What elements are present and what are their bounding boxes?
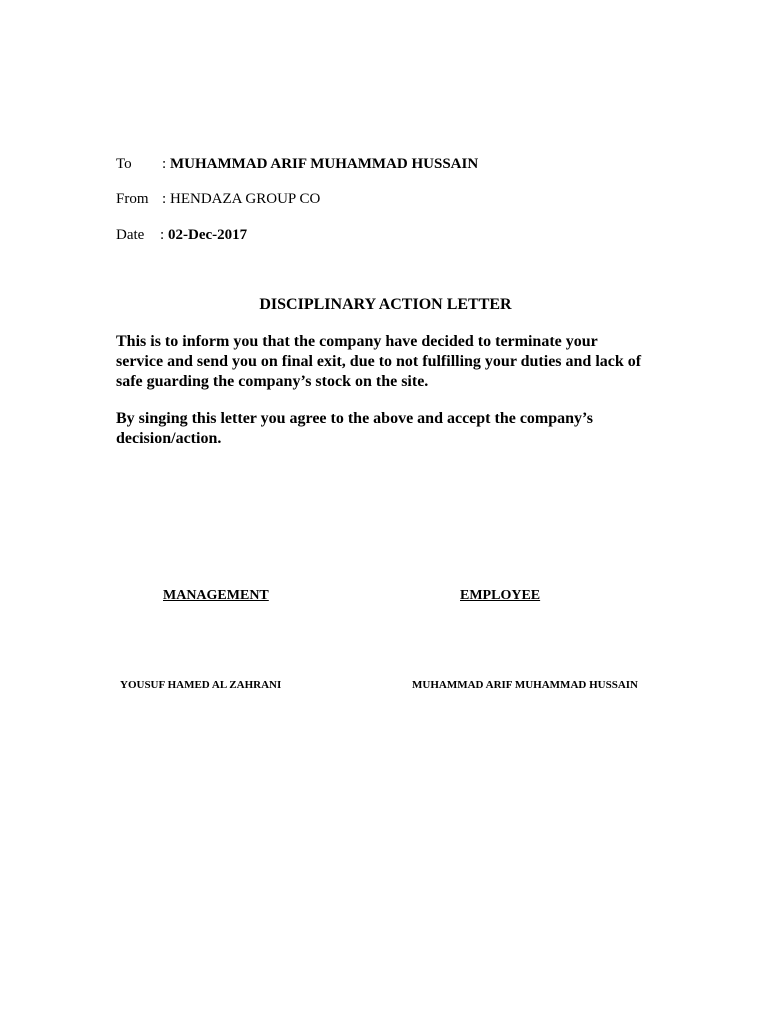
letter-paragraph: By singing this letter you agree to the above and accept the company’s decision/action. [116,410,594,447]
employee-signatory-name: MUHAMMAD ARIF MUHAMMAD HUSSAIN [412,679,638,691]
to-label: To [116,156,132,172]
to-row [116,155,478,173]
to-separator: : [162,156,167,172]
management-heading: MANAGEMENT [163,588,269,603]
to-value: MUHAMMAD ARIF MUHAMMAD HUSSAIN [170,156,479,172]
from-label: From [116,191,149,207]
letter-title: DISCIPLINARY ACTION LETTER [259,296,512,313]
date-separator: : [160,227,165,243]
date-row [116,226,247,244]
from-separator: : [162,191,167,207]
letter-paragraph: This is to inform you that the company have decided to terminate your service and send you on final exit, due to not fulfilling your duties and lack of safe guarding the company’s stock on the site. [116,333,642,390]
from-value: HENDAZA GROUP CO [170,191,321,207]
employee-heading: EMPLOYEE [460,588,541,603]
from-row [116,190,320,208]
date-value: 02-Dec-2017 [168,227,248,243]
management-signatory-name: YOUSUF HAMED AL ZAHRANI [120,679,282,691]
date-label: Date [116,227,145,243]
